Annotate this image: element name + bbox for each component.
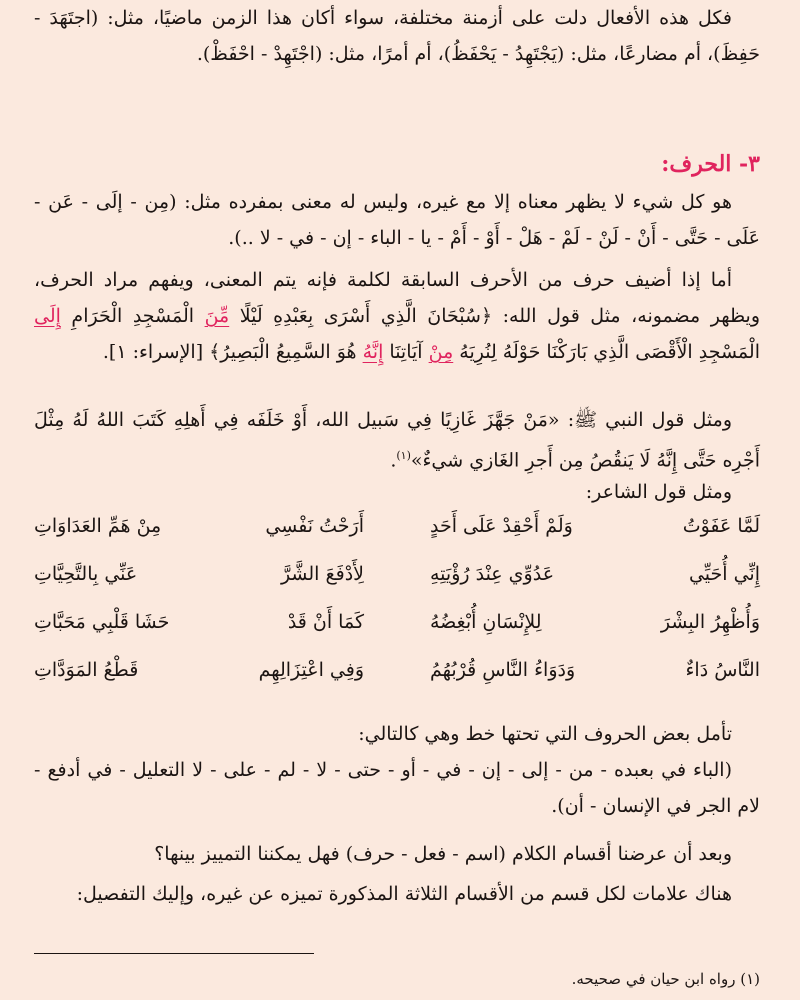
underlined-harf-ila: إِلَى (34, 305, 61, 327)
poem-verse (34, 502, 760, 550)
underlined-harf-min: مِّنَ (204, 305, 230, 327)
poem-second-hemistich (34, 659, 364, 681)
quran-verse-part: هُوَ السَّمِيعُ الْبَصِيرُ﴾ (209, 341, 363, 363)
poem-word-group: لَمَّا عَفَوْتُ (682, 515, 760, 537)
poet-intro: ومثل قول الشاعر: (585, 481, 732, 503)
footnote: (١) رواه ابن حيان في صحيحه. (571, 970, 760, 988)
poem-word-group: حَشَا قَلْبِي مَحَبَّاتِ (34, 611, 170, 633)
quran-verse-part: ﴿سُبْحَانَ الَّذِي أَسْرَى بِعَبْدِهِ لَيْلًا (229, 305, 493, 327)
poem-verse (34, 646, 760, 694)
paragraph-signs-intro: هناك علامات لكل قسم من الأقسام الثلاثة المذكورة تميزه عن غيره، وإليك التفصيل: (76, 883, 732, 905)
book-page (34, 0, 760, 1000)
poem-word-group: وَأُظْهِرُ البِشْرَ (660, 611, 760, 633)
footnote-divider (34, 953, 314, 954)
paragraph-hadith-example: ومثل قول النبي ﷺ: «مَنْ جَهَّزَ غَازِيًا فِي سَبيل الله، أَوْ خَلَفَه فِي أَهلِهِ كَتَبَ اللهُ لَهُ مِثْلَ أَجْرِه حَتَّى إِنَّهُ لَا يَنقُصُ مِن أَجرِ الغَازي شيءٌ»$^{(١)}$. (34, 409, 760, 472)
poem-word-group: كَمَا أَنْ قَدْ (287, 611, 364, 633)
poem-word-group: عَنِّي بِالتَّحِيَّاتِ (34, 563, 138, 585)
poem-word-group: النَّاسُ دَاءٌ (685, 659, 760, 681)
paragraph-verbs-tenses: فكل هذه الأفعال دلت على أزمنة مختلفة، سواء أكان هذا الزمن ماضيًا، مثل: (اجتَهَدَ - حَفِظَ)، أم مضارعًا، مثل: (يَجْتَهِدُ - يَحْفَظُ)، أم أمرًا، مثل: (اجْتَهِدْ - احْفَظْ). (34, 7, 760, 65)
poem-word-group: وَفِي اعْتِزَالِهِم (258, 659, 364, 681)
paragraph-quran-example (34, 262, 760, 370)
paragraph-letters-list: (الباء في بعبده - من - إلى - إن - في - أو - حتى - لا - لم - على - لا التعليل - في أدفع - لام الجر في الإنسان - أن). (34, 759, 760, 817)
poem-word-group: وَلَمْ أَحْقِدْ عَلَى أَحَدٍ (430, 515, 573, 537)
footnote-marker: (١) (396, 449, 411, 462)
poem-word-group: وَدَوَاءُ النَّاسِ قُرْبُهُمُ (430, 659, 576, 681)
poem-second-hemistich (34, 563, 364, 585)
poem-verse (34, 550, 760, 598)
paragraph-underlined-letters: تأمل بعض الحروف التي تحتها خط وهي كالتالي: (358, 723, 732, 745)
poem-second-hemistich (34, 611, 364, 633)
section-heading-harf: ٣- الحرف: (661, 151, 760, 177)
quran-verse-part: الْمَسْجِدِ الْحَرَامِ (60, 305, 205, 327)
poem-word-group: عَدُوِّي عِنْدَ رُؤْيَتِهِ (430, 563, 555, 585)
paragraph-harf-definition: هو كل شيء لا يظهر معناه إلا مع غيره، وليس له معنى بمفرده مثل: (مِن - إلَى - عَن - عَلَى - حَتَّى - أَنْ - لَنْ - لَمْ - هَلْ - أَوْ - أَمْ - يا - الباء - إن - في - لا ..). (34, 191, 760, 249)
poem-word-group: أَرَحْتُ نَفْسِي (265, 515, 364, 537)
poem-first-hemistich (430, 659, 760, 681)
poem-word-group: قَطْعُ المَوَدَّاتِ (34, 659, 139, 681)
poem-second-hemistich (34, 515, 364, 537)
poem-word-group: مِنْ هَمِّ العَدَاوَاتِ (34, 515, 162, 537)
poem-first-hemistich (430, 563, 760, 585)
paragraph-question: وبعد أن عرضنا أقسام الكلام (اسم - فعل - حرف) فهل يمكننا التمييز بينها؟ (154, 843, 732, 865)
poem-word-group: لِلإِنْسَانِ أُبْغِضُهُ (430, 611, 542, 633)
poem-word-group: لِأَدْفَعَ الشَّرَّ (280, 563, 364, 585)
quran-verse-part: الْمَسْجِدِ الْأَقْصَى الَّذِي بَارَكْنَا حَوْلَهُ لِنُرِيَهُ (453, 341, 760, 363)
poem-verse (34, 598, 760, 646)
hadith-text: ومثل قول النبي ﷺ: «مَنْ جَهَّزَ غَازِيًا فِي سَبيل الله، أَوْ خَلَفَه فِي أَهلِهِ كَتَبَ اللهُ لَهُ مِثْلَ أَجْرِه حَتَّى إِنَّهُ لَا يَنقُصُ مِن أَجرِ الغَازي شيءٌ» (34, 409, 760, 472)
underlined-harf-min-2: مِنْ (428, 341, 454, 363)
underlined-harf-inna: إِنَّهُ (362, 341, 384, 363)
quran-reference: [الإسراء: ١]. (102, 341, 210, 363)
poem-verses (34, 502, 760, 694)
quran-verse-part: آيَاتِنَا (383, 341, 429, 363)
poem-first-hemistich (430, 515, 760, 537)
paragraph-intro-text: أما إذا أضيف حرف من الأحرف السابقة لكلمة فإنه يتم المعنى، ويفهم مراد الحرف، ويظهر مضمونه، مثل قول الله: (34, 269, 760, 327)
poem-first-hemistich (430, 611, 760, 633)
poem-word-group: إِنِّي أُحَيِّي (688, 563, 760, 585)
